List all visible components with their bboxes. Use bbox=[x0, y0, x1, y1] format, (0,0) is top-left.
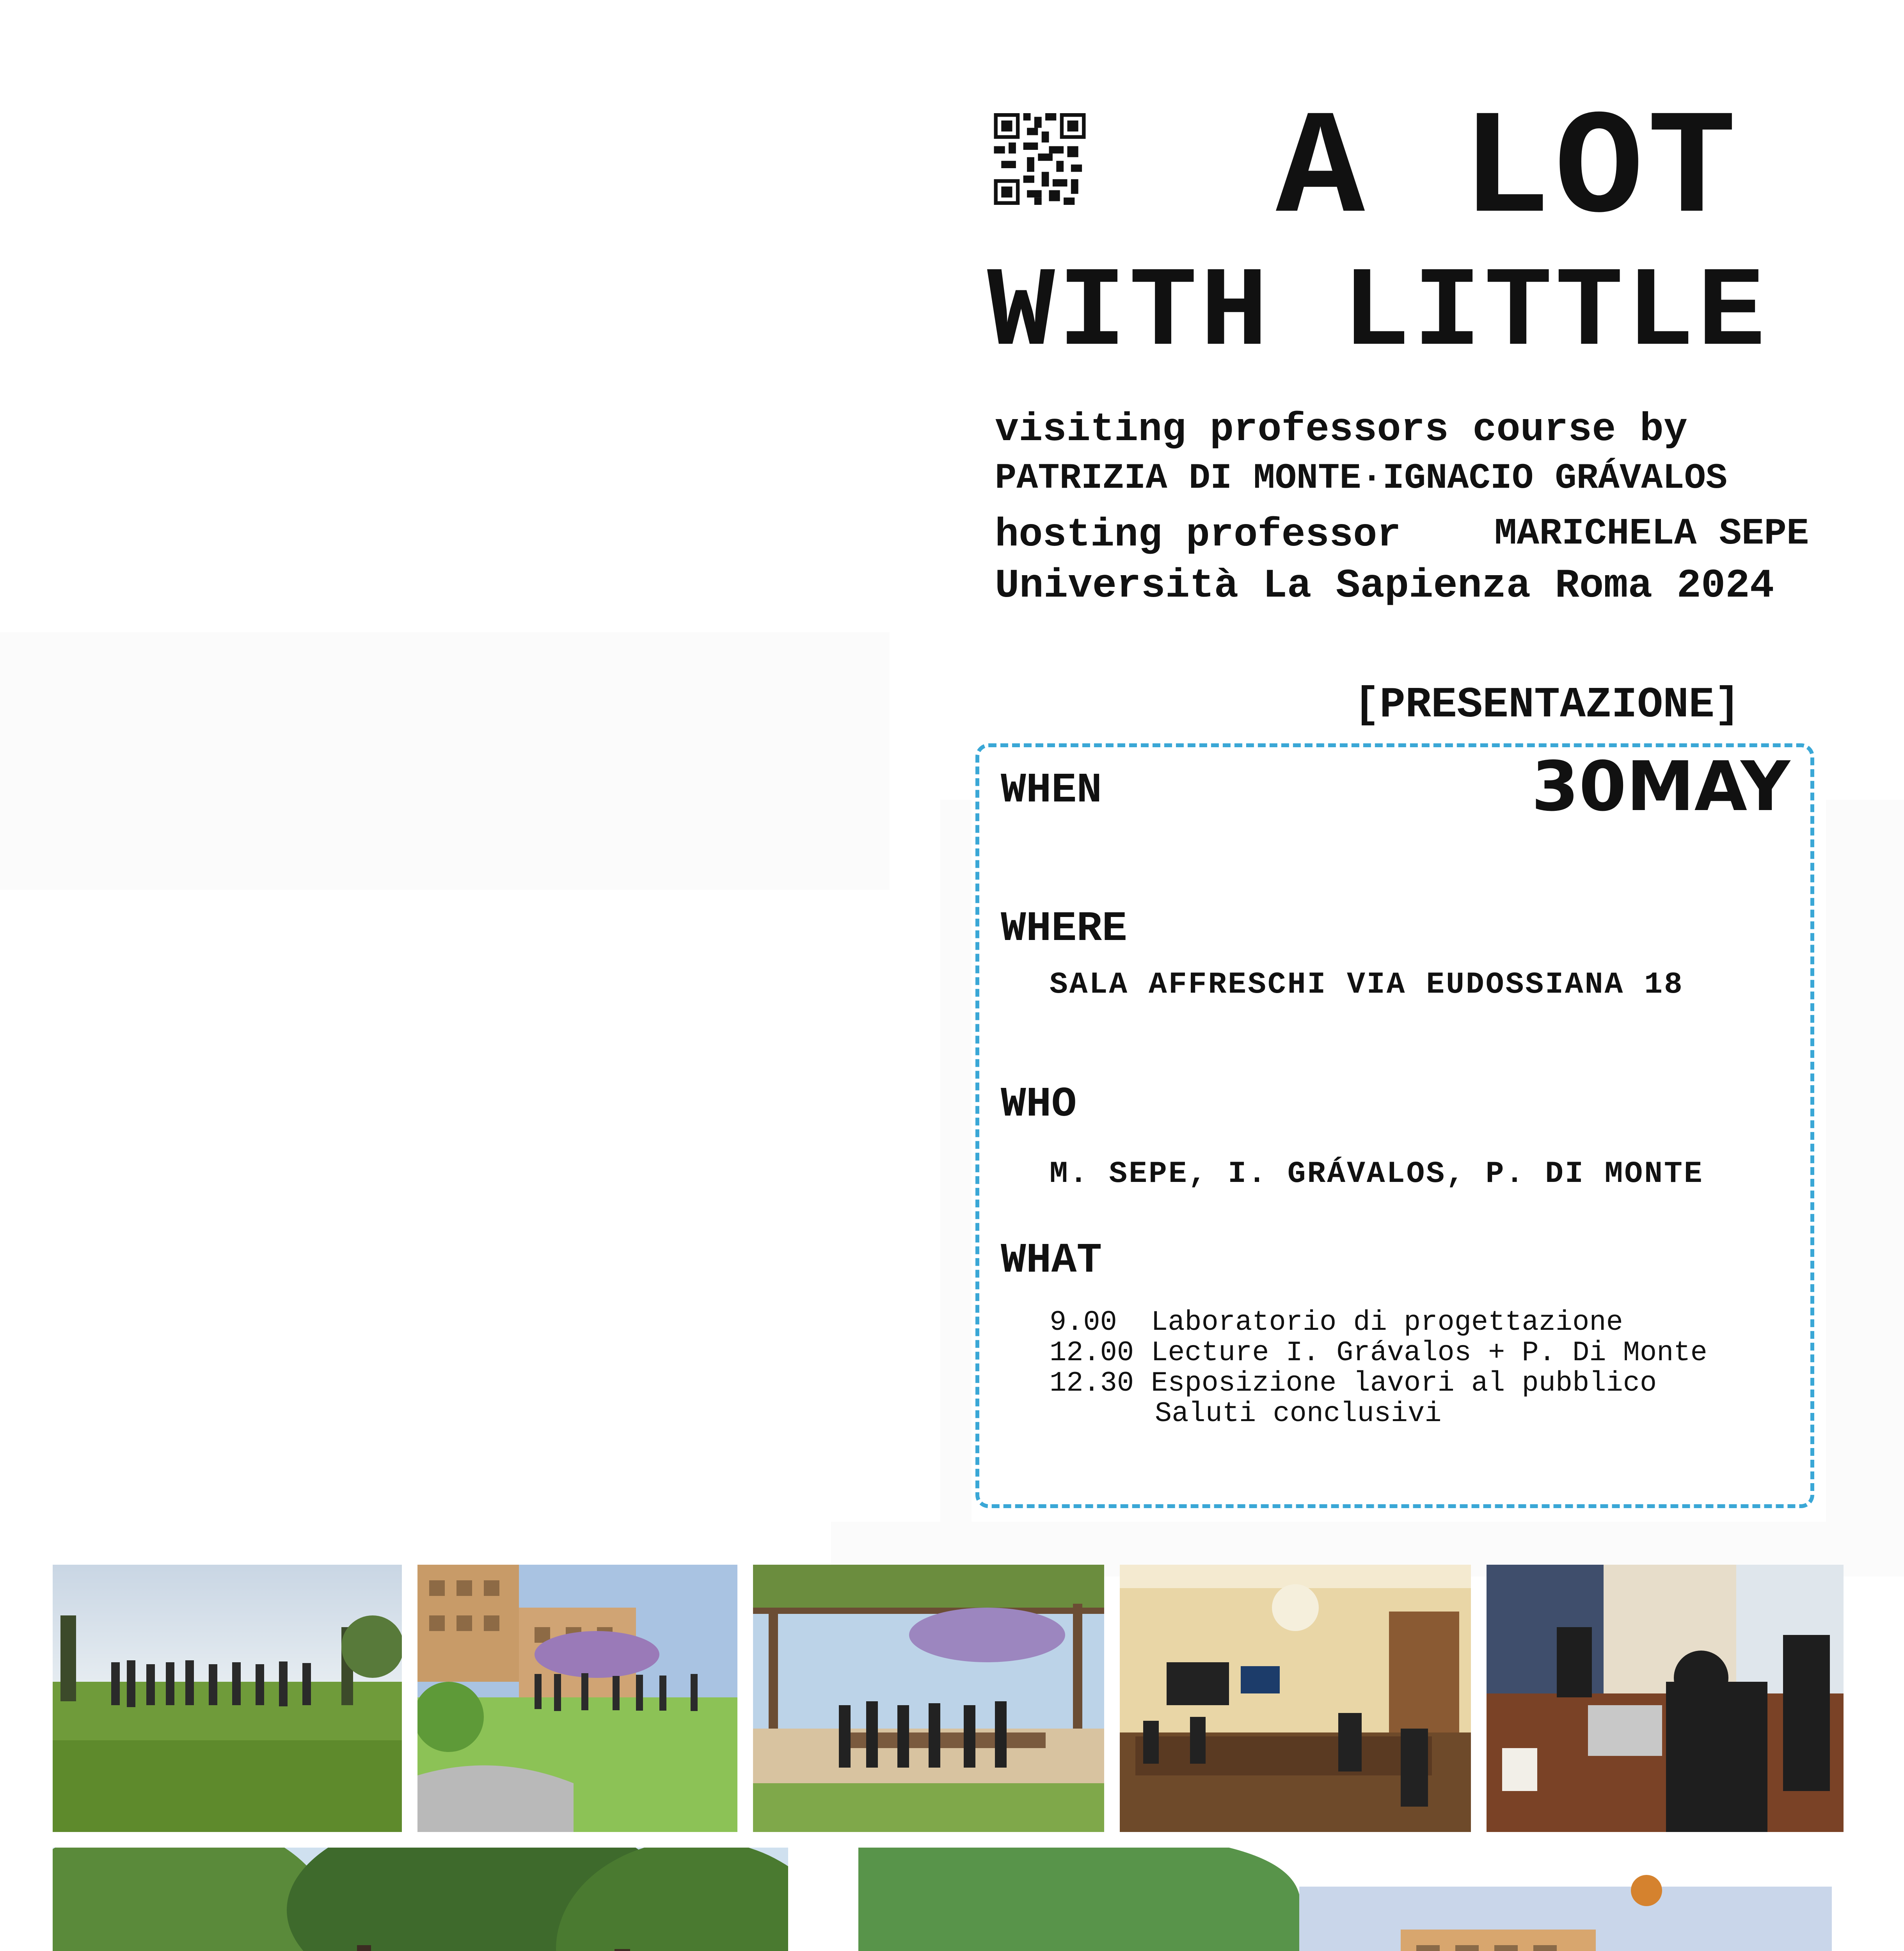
schedule-time-1: 12.00 bbox=[1050, 1337, 1134, 1369]
subtitle-professors: PATRIZIA DI MONTE·IGNACIO GRÁVALOS bbox=[995, 458, 1728, 499]
what-label: WHAT bbox=[1001, 1237, 1102, 1285]
schedule-time-0: 9.00 bbox=[1050, 1306, 1117, 1338]
schedule-activity-2: Esposizione lavori al pubblico bbox=[1151, 1367, 1657, 1399]
photo-meeting-room bbox=[1120, 1565, 1471, 1832]
photo-students-laptops bbox=[1487, 1565, 1844, 1832]
schedule-activity-3: Saluti conclusivi bbox=[1155, 1398, 1442, 1430]
photo-meadow bbox=[53, 1565, 402, 1832]
background-panel-right bbox=[1826, 800, 1904, 1526]
subtitle-course: visiting professors course by bbox=[995, 407, 1688, 452]
schedule-activity-1: Lecture I. Grávalos + P. Di Monte bbox=[1151, 1337, 1707, 1369]
background-panel-middle bbox=[940, 800, 972, 1526]
presentation-tag: [PRESENTAZIONE] bbox=[1354, 681, 1741, 730]
when-label: WHEN bbox=[1001, 767, 1102, 814]
photo-campus-lawn bbox=[417, 1565, 737, 1832]
subtitle-hosting-label: hosting professor bbox=[995, 512, 1401, 558]
photo-group-park bbox=[53, 1848, 788, 1951]
photo-book-basketball bbox=[808, 1848, 1842, 1951]
where-value: SALA AFFRESCHI VIA EUDOSSIANA 18 bbox=[1050, 968, 1684, 1002]
qr-code-icon[interactable] bbox=[991, 113, 1089, 205]
background-panel-left bbox=[0, 632, 890, 890]
subtitle-hosting-name: MARICHELA SEPE bbox=[1494, 512, 1809, 555]
title-line-1: A LOT bbox=[1276, 88, 1741, 256]
schedule-time-2: 12.30 bbox=[1050, 1367, 1134, 1399]
subtitle-university: Università La Sapienza Roma 2024 bbox=[995, 563, 1774, 609]
who-label: WHO bbox=[1001, 1081, 1077, 1128]
event-date: 30MAY bbox=[1531, 747, 1790, 826]
schedule-activity-0: Laboratorio di progettazione bbox=[1151, 1306, 1623, 1338]
photo-pergola bbox=[753, 1565, 1104, 1832]
where-label: WHERE bbox=[1001, 905, 1128, 953]
who-value: M. SEPE, I. GRÁVALOS, P. DI MONTE bbox=[1050, 1157, 1704, 1191]
title-line-2: WITH LITTLE bbox=[987, 250, 1769, 378]
